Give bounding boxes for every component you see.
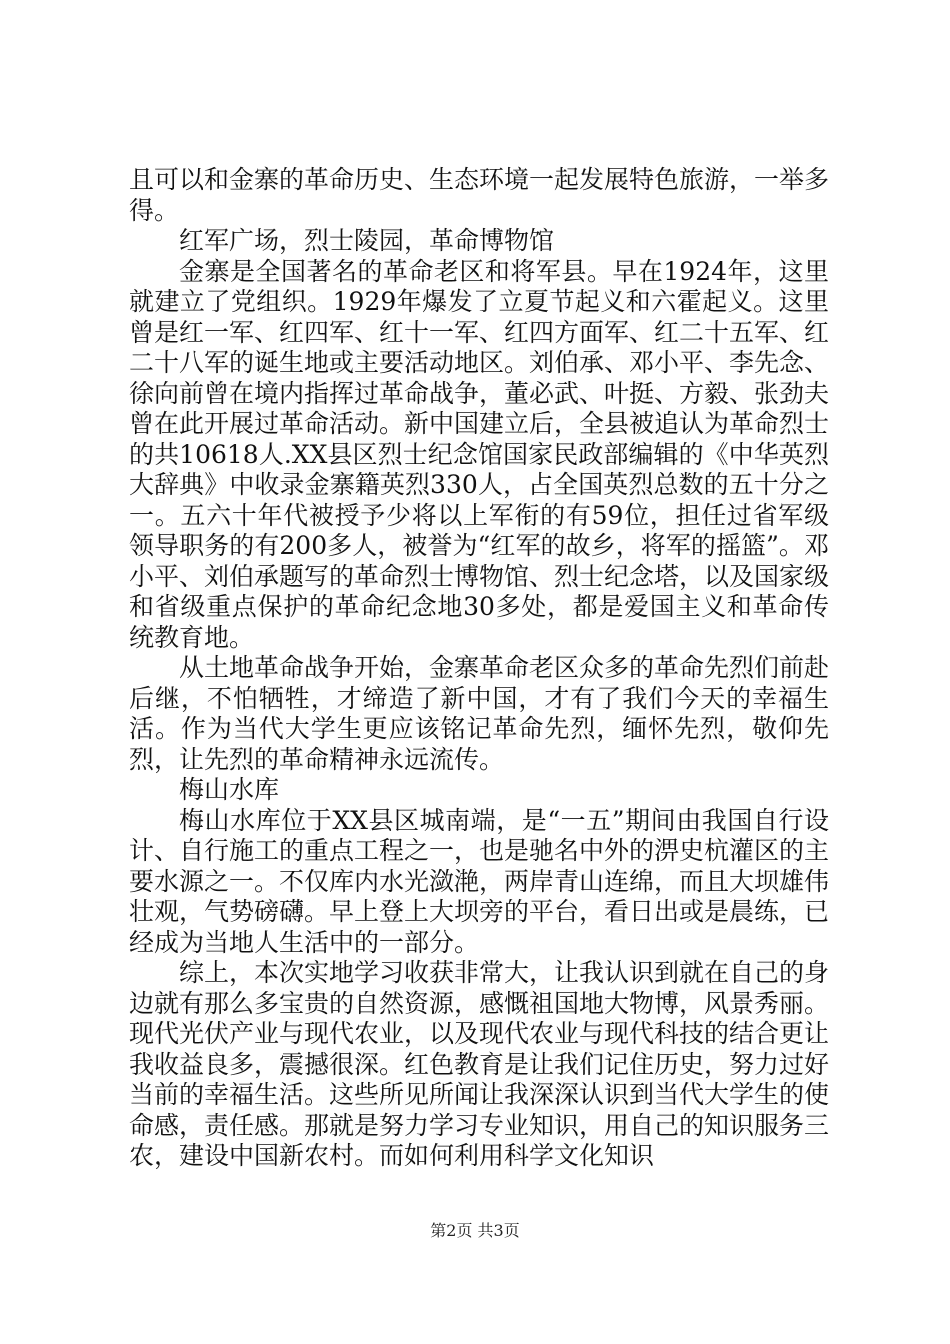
paragraph-revolutionary-martyrs: 从土地革命战争开始，金寨革命老区众多的革命先烈们前赴后继，不怕牺牲，才缔造了新中国，才有了我们今天的幸福生活。作为当代大学生更应该铭记革命先烈，缅怀先烈，敬仰先烈，让先烈的革命精神永远流传。 [129, 653, 830, 774]
page-footer: 第2页 共3页 [430, 1221, 520, 1240]
paragraph-summary: 综上，本次实地学习收获非常大，让我认识到就在自己的身边就有那么多宝贵的自然资源，感慨祖国地大物博，风景秀丽。现代光伏产业与现代农业，以及现代农业与现代科技的结合更让我收益良多，震撼很深。红色教育是让我们记住历史，努力过好当前的幸福生活。这些所见所闻让我深深认识到当代大学生的使命感，责任感。那就是努力学习专业知识，用自己的知识服务三农，建设中国新农村。而如何利用科学文化知识 [129, 958, 830, 1170]
document-body [129, 165, 829, 1172]
section-heading-red-army-square: 红军广场，烈士陵园，革命博物馆 [179, 226, 555, 255]
paragraph-meishan-reservoir: 梅山水库位于XX县区城南端，是“一五”期间由我国自行设计、自行施工的重点工程之一，也是驰名中外的淠史杭灌区的主要水源之一。不仅库内水光潋滟，两岸青山连绵，而且大坝雄伟壮观，气势磅礴。早上登上大坝旁的平台，看日出或是晨练，已经成为当地人生活中的一部分。 [129, 805, 830, 957]
section-heading-meishan-reservoir: 梅山水库 [179, 775, 280, 804]
paragraph-jinzhai-history: 金寨是全国著名的革命老区和将军县。早在1924年，这里就建立了党组织。1929年爆发了立夏节起义和六霍起义。这里曾是红一军、红四军、红十一军、红四方面军、红二十五军、红二十八军的诞生地或主要活动地区。刘伯承、邓小平、李先念、徐向前曾在境内指挥过革命战争，董必武、叶挺、方毅、张劲夫曾在此开展过革命活动。新中国建立后，全县被追认为革命烈士的共10618人.XX县区烈士纪念馆国家民政部编辑的《中华英烈大辞典》中收录金寨籍英烈330人，占全国英烈总数的五十分之一。五六十年代被授予少将以上军衔的有59位，担任过省军级领导职务的有200多人，被誉为“红军的故乡，将军的摇篮”。邓小平、刘伯承题写的革命烈士博物馆、烈士纪念塔，以及国家级和省级重点保护的革命纪念地30多处，都是爱国主义和革命传统教育地。 [129, 256, 830, 652]
paragraph-continuation: 且可以和金寨的革命历史、生态环境一起发展特色旅游，一举多得。 [129, 165, 830, 225]
